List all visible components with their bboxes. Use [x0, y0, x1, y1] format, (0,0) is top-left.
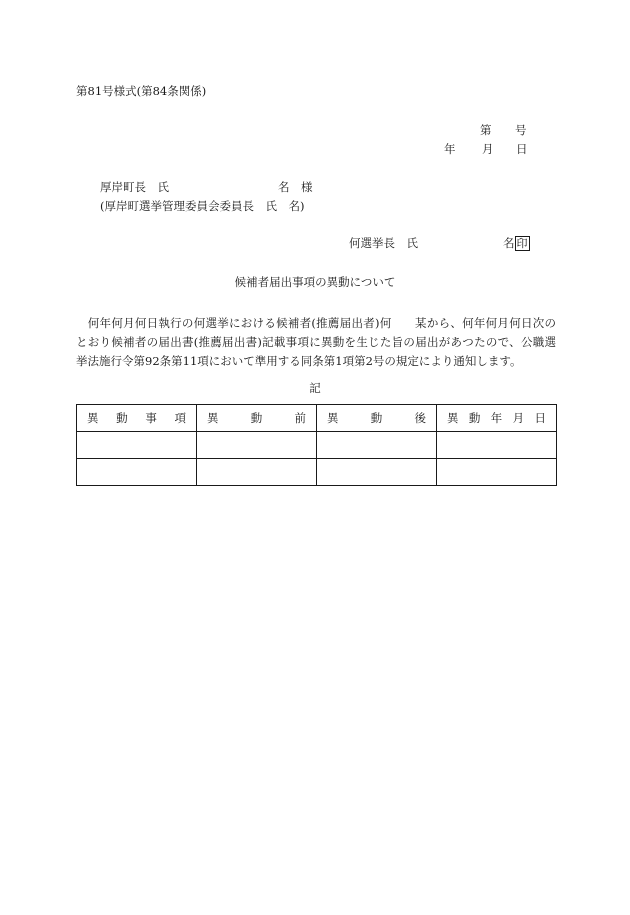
date-day-label: 日	[516, 142, 528, 156]
header-char: 異	[327, 411, 339, 425]
header-label	[207, 410, 306, 426]
table-cell[interactable]	[437, 459, 557, 486]
addressee-alternate: (厚岸町選挙管理委員会委員長 氏 名)	[100, 199, 305, 213]
header-char: 月	[512, 411, 525, 425]
date-month-label: 月	[482, 142, 494, 156]
body-text: 何年何月何日執行の何選挙における候補者(推薦届出者)何 某から、何年何月何日次のとおり候補者の届出書(推薦届出書)記載事項に異動を生じた旨の届出があつたので、公職選挙法施行令第92条第11項において準用する同条第1項第2号の規定により通知します。	[76, 316, 557, 368]
header-char: 年	[490, 411, 503, 425]
header-char: 日	[534, 411, 546, 425]
subject-title: 候補者届出事項の異動について	[234, 275, 396, 289]
sender-name-label: 名	[503, 236, 515, 250]
sender-name	[503, 236, 530, 251]
addressee-name-suffix: 名 様	[278, 180, 313, 194]
table-cell[interactable]	[77, 432, 197, 459]
header-char: 動	[116, 411, 128, 425]
header-label	[87, 410, 186, 426]
header-char: 異	[87, 411, 99, 425]
header-char: 前	[294, 411, 306, 425]
header-before-change	[197, 405, 317, 432]
header-char: 項	[174, 411, 186, 425]
header-change-date	[437, 405, 557, 432]
header-char: 動	[370, 411, 383, 425]
table-row	[77, 459, 557, 486]
table-cell[interactable]	[197, 432, 317, 459]
addressee-title: 厚岸町長 氏	[100, 180, 169, 194]
header-char: 後	[414, 411, 426, 425]
table-cell[interactable]	[317, 432, 437, 459]
header-label	[447, 410, 546, 426]
table-cell[interactable]	[77, 459, 197, 486]
table-header-row	[77, 405, 557, 432]
doc-number-suffix: 号	[515, 123, 527, 137]
header-change-item	[77, 405, 197, 432]
change-table	[76, 404, 557, 486]
date-year-label: 年	[444, 142, 456, 156]
ki-heading: 記	[309, 381, 321, 395]
table-row	[77, 432, 557, 459]
table-cell[interactable]	[317, 459, 437, 486]
header-char: 動	[468, 411, 481, 425]
body-indent	[76, 316, 88, 330]
header-char: 事	[145, 411, 157, 425]
header-char: 異	[207, 411, 219, 425]
header-char: 異	[447, 411, 459, 425]
seal-mark: 印	[516, 237, 528, 250]
header-after-change	[317, 405, 437, 432]
header-char: 動	[250, 411, 263, 425]
body-paragraph	[76, 314, 556, 371]
table-cell[interactable]	[197, 459, 317, 486]
header-label	[327, 410, 426, 426]
sender-title: 何選挙長 氏	[349, 236, 418, 250]
doc-number-prefix: 第	[480, 123, 492, 137]
form-number: 第81号様式(第84条関係)	[76, 84, 207, 98]
table-cell[interactable]	[437, 432, 557, 459]
